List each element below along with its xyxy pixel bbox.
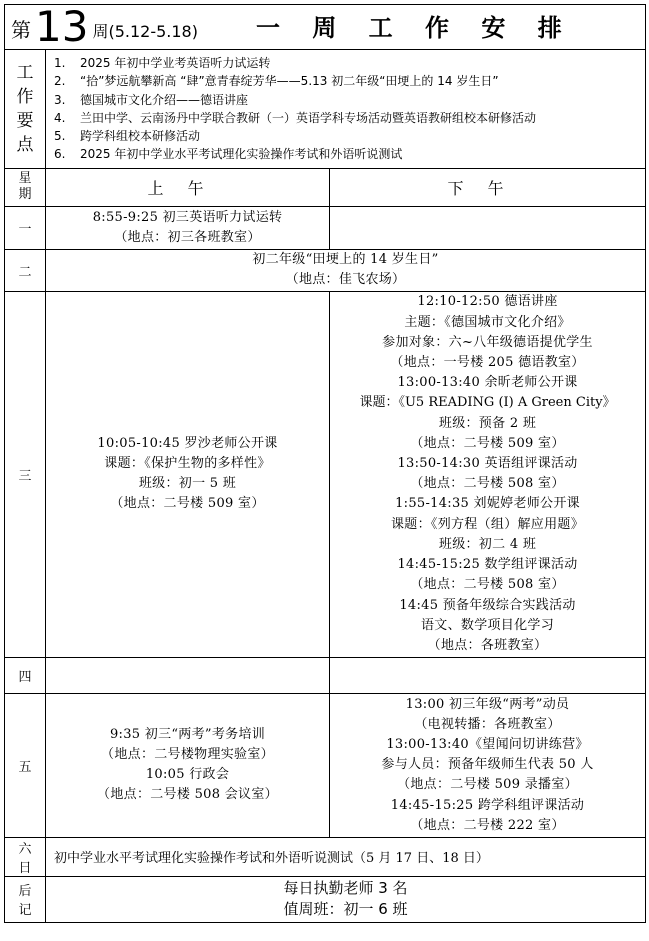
day-label-fri: 五	[5, 693, 46, 837]
week-number: 13	[35, 2, 89, 51]
fri-afternoon-cell: 13:00 初三年级“两考”动员 （电视转播：各班教室） 13:00-13:40《望闻问切讲练营》 参与人员：预备年级师生代表 50 人 （地点：二号楼 509 录播室） 14:45-15:25 跨学科组评课活动 （地点：二号楼 222 室）	[330, 693, 646, 837]
page-header	[5, 2, 646, 51]
weekend-cell: 初中学业水平考试理化实验操作考试和外语听说测试（5 月 17 日、18 日）	[46, 837, 646, 876]
mon-morning-cell: 8:55-9:25 初三英语听力试运转 （地点：初三各班教室）	[46, 206, 330, 249]
key-label-char: 作	[16, 86, 34, 107]
key-points-list	[46, 50, 646, 169]
week-column-header: 星 期	[5, 168, 46, 206]
key-label-char: 要	[16, 110, 34, 131]
wed-morning-cell: 10:05-10:45 罗沙老师公开课 课题：《保护生物的多样性》 班级：初一 5 班 （地点：二号楼 509 室）	[46, 291, 330, 657]
postscript-cell: 每日执勤老师 3 名 值周班：初一 6 班	[46, 876, 646, 922]
list-item: 1. 2025 年初中学业考英语听力试运转	[54, 56, 271, 70]
wed-afternoon-cell: 12:10-12:50 德语讲座 主题：《德国城市文化介绍》 参加对象：六~八年级德语提优学生 （地点：一号楼 205 德语教室） 13:00-13:40 余昕老师公开课 课题：《U5 READING (I) A Green City》 班级：预备 2 班 （地点：二号楼 509 室） 13:50-14:30 英语组评课活动 （地点：二号楼 508 室） 1:55-14:35 刘妮婷老师公开课 课题：《列方程（组）解应用题》 班级：初二 4 班 14:45-15:25 数学组评课活动 （地点：二号楼 508 室） 14:45 预备年级综合实践活动 语文、数学项目化学习 （地点：各班教室）	[330, 291, 646, 657]
thu-afternoon-cell	[330, 657, 646, 693]
morning-column-header: 上午	[46, 168, 330, 206]
key-points-label	[5, 50, 46, 169]
day-label-wed: 三	[5, 291, 46, 657]
day-label-mon: 一	[5, 206, 46, 249]
list-item: 4. 兰田中学、云南汤丹中学联合教研（一）英语学科专场活动暨英语教研组校本研修活动	[54, 110, 537, 125]
postscript-label: 后 记	[5, 876, 46, 922]
weekly-schedule-table	[4, 4, 646, 923]
day-label-tue: 二	[5, 249, 46, 291]
header-di: 第	[11, 18, 31, 42]
key-label-char: 点	[16, 134, 34, 155]
thu-morning-cell	[46, 657, 330, 693]
day-label-thu: 四	[5, 657, 46, 693]
week-date-range: 周(5.12-5.18)	[92, 22, 198, 41]
list-item: 5. 跨学科组校本研修活动	[54, 129, 201, 144]
key-label-char: 工	[16, 62, 34, 83]
list-item: 2. “拾”梦远航攀新高 “肆”意青春绽芳华——5.13 初二年级“田埂上的 14 岁生日”	[54, 74, 499, 89]
page-title: 一 周 工 作 安 排	[255, 14, 574, 42]
fri-morning-cell: 9:35 初三“两考”考务培训 （地点：二号楼物理实验室） 10:05 行政会 （地点：二号楼 508 会议室）	[46, 693, 330, 837]
day-label-weekend: 六 日	[5, 837, 46, 876]
afternoon-column-header: 下午	[330, 168, 646, 206]
tue-fullday-cell: 初二年级“田埂上的 14 岁生日” （地点：佳飞农场）	[46, 249, 646, 291]
list-item: 3. 德国城市文化介绍——德语讲座	[54, 92, 249, 107]
mon-afternoon-cell	[330, 206, 646, 249]
list-item: 6. 2025 年初中学业水平考试理化实验操作考试和外语听说测试	[54, 147, 403, 162]
